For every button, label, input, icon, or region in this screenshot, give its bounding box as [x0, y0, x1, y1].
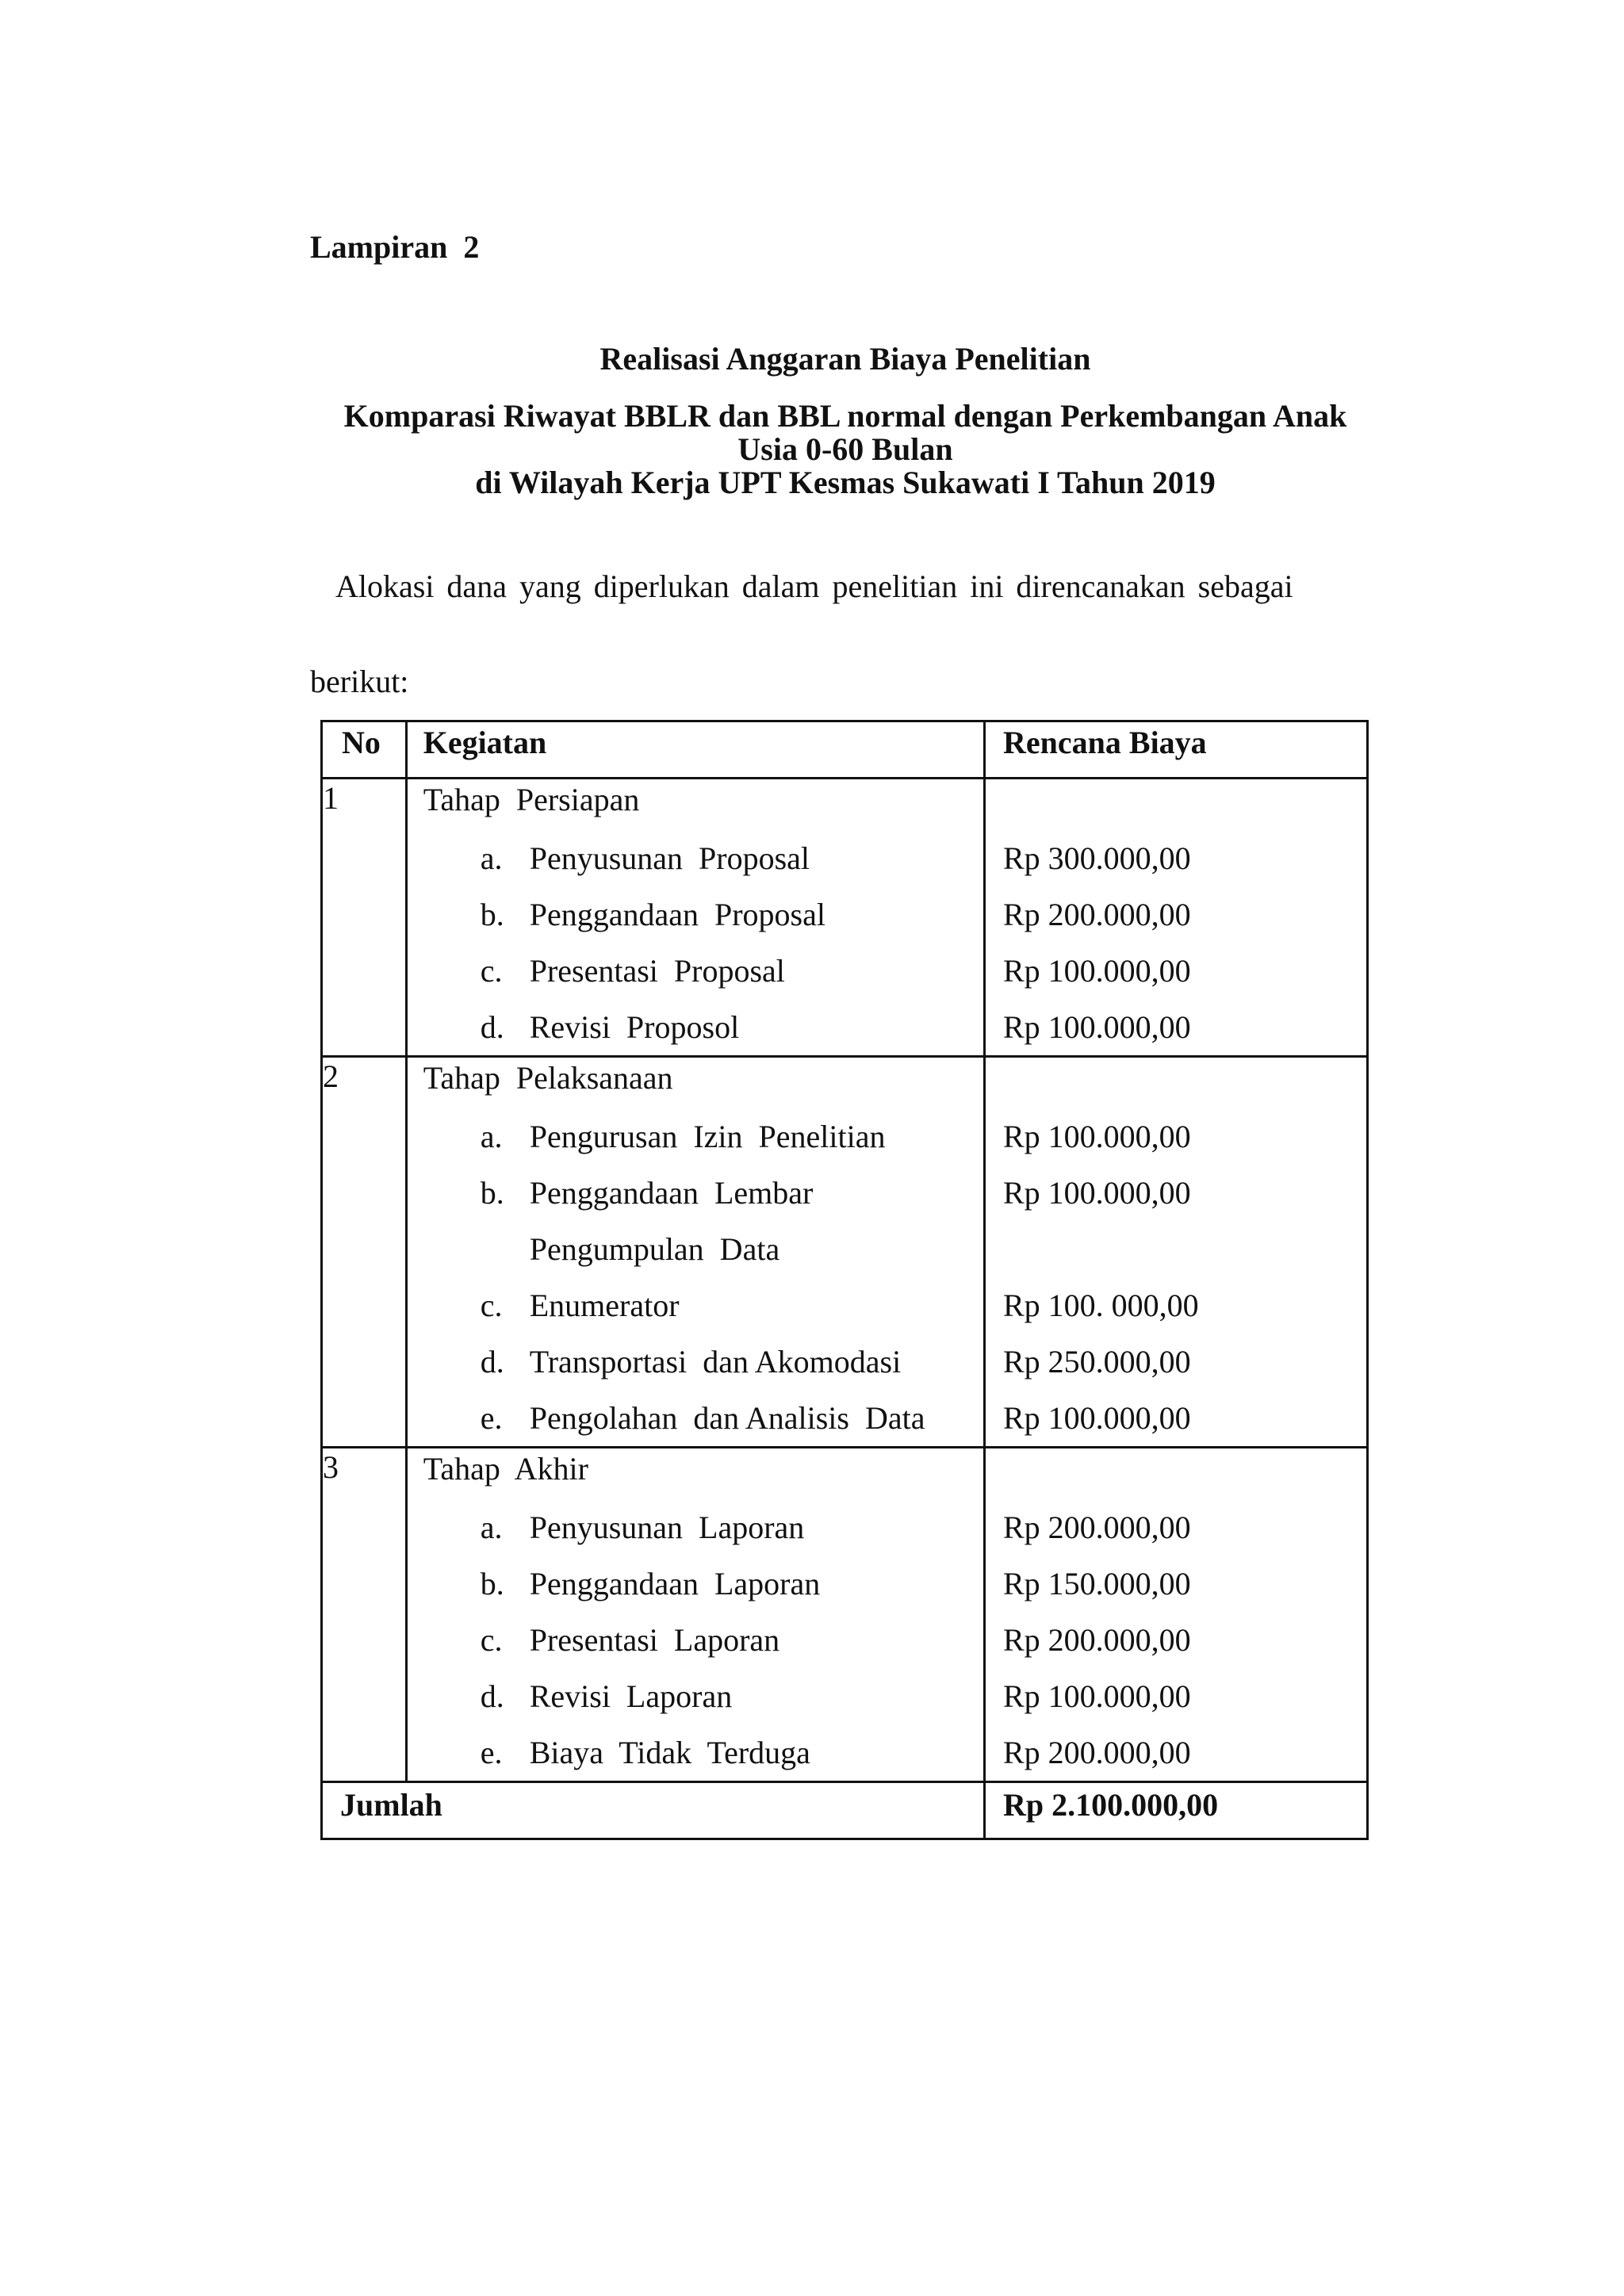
item-letter: e. — [480, 1735, 503, 1770]
document-subtitle — [310, 400, 1381, 499]
table-row — [322, 779, 1368, 1057]
item-cost: Rp 100.000,00 — [1003, 1119, 1191, 1154]
list-item — [408, 999, 983, 1055]
group-title: Tahap Persiapan — [423, 782, 640, 817]
item-cost: Rp 100.000,00 — [1003, 1175, 1191, 1211]
list-item — [408, 1108, 983, 1165]
biaya-cell — [985, 1057, 1368, 1448]
item-text: Pengurusan Izin Penelitian — [529, 1119, 886, 1154]
table-row — [322, 1057, 1368, 1448]
subtitle-line: di Wilayah Kerja UPT Kesmas Sukawati I Tahun 2019 — [475, 465, 1216, 500]
item-text: Penyusunan Laporan — [529, 1510, 805, 1545]
item-letter: c. — [480, 953, 503, 989]
item-text: Penggandaan Lembar — [529, 1175, 814, 1211]
list-item — [408, 1724, 983, 1781]
list-item — [408, 1221, 983, 1277]
item-text: Penyusunan Proposal — [529, 840, 810, 876]
item-cost: Rp 250.000,00 — [1003, 1344, 1191, 1380]
subtitle-line: Usia 0-60 Bulan — [737, 431, 953, 467]
item-letter: a. — [480, 840, 503, 876]
list-item — [408, 886, 983, 943]
total-label: Jumlah — [322, 1782, 985, 1839]
kegiatan-cell — [406, 1448, 984, 1782]
row-number: 3 — [322, 1448, 407, 1782]
list-item — [408, 1334, 983, 1390]
item-text: Penggandaan Laporan — [529, 1566, 821, 1601]
item-cost: Rp 200.000,00 — [1003, 1510, 1191, 1545]
group-title: Tahap Akhir — [423, 1451, 588, 1487]
list-item — [408, 943, 983, 999]
item-text: Enumerator — [529, 1288, 680, 1323]
budget-table — [320, 720, 1369, 1840]
item-cost: Rp 300.000,00 — [1003, 840, 1191, 876]
intro-paragraph — [310, 568, 1381, 701]
list-item — [408, 1277, 983, 1334]
item-text: Biaya Tidak Terduga — [529, 1735, 810, 1770]
item-text: Revisi Proposol — [529, 1009, 740, 1045]
subtitle-line: Komparasi Riwayat BBLR dan BBL normal dengan Perkembangan Anak — [343, 398, 1347, 434]
header-kegiatan: Kegiatan — [406, 721, 984, 779]
page-heading: Lampiran 2 — [310, 229, 480, 265]
item-cost: Rp 200.000,00 — [1003, 1622, 1191, 1658]
table-row — [322, 1448, 1368, 1782]
kegiatan-cell — [406, 779, 984, 1057]
item-letter: d. — [480, 1009, 504, 1045]
item-cost: Rp 150.000,00 — [1003, 1566, 1191, 1601]
item-cost — [986, 1221, 1366, 1277]
item-cost: Rp 200.000,00 — [1003, 897, 1191, 932]
biaya-cell — [985, 1448, 1368, 1782]
kegiatan-cell — [406, 1057, 984, 1448]
header-rencana-biaya: Rencana Biaya — [985, 721, 1368, 779]
cost-spacer — [986, 1058, 1366, 1108]
item-text: Penggandaan Proposal — [529, 897, 825, 932]
item-text: Revisi Laporan — [529, 1678, 733, 1714]
list-item — [408, 1499, 983, 1556]
item-letter — [481, 1221, 530, 1277]
item-cost: Rp 100. 000,00 — [1003, 1288, 1199, 1323]
row-number: 2 — [322, 1057, 407, 1448]
item-cost: Rp 100.000,00 — [1003, 1400, 1191, 1436]
intro-line: Alokasi dana yang diperlukan dalam penelitian ini direncanakan sebagai — [335, 568, 1293, 604]
item-text: Presentasi Proposal — [529, 953, 785, 989]
intro-line: berikut: — [310, 664, 409, 699]
item-text: Presentasi Laporan — [529, 1622, 780, 1658]
item-letter: c. — [480, 1288, 503, 1323]
list-item — [408, 1668, 983, 1724]
list-item — [408, 1612, 983, 1668]
item-cost: Rp 100.000,00 — [1003, 1009, 1191, 1045]
item-letter: b. — [480, 1175, 504, 1211]
item-cost: Rp 100.000,00 — [1003, 1678, 1191, 1714]
item-letter: b. — [480, 897, 504, 932]
item-letter: d. — [480, 1344, 504, 1380]
total-row — [322, 1782, 1368, 1839]
item-letter: b. — [480, 1566, 504, 1601]
item-cost: Rp 200.000,00 — [1003, 1735, 1191, 1770]
list-item — [408, 1390, 983, 1446]
item-text: Pengolahan dan Analisis Data — [529, 1400, 925, 1436]
item-cost: Rp 100.000,00 — [1003, 953, 1191, 989]
group-title: Tahap Pelaksanaan — [423, 1060, 673, 1096]
item-letter: d. — [480, 1678, 504, 1714]
item-letter: a. — [480, 1510, 503, 1545]
biaya-cell — [985, 779, 1368, 1057]
table-header-row — [322, 721, 1368, 779]
list-item — [408, 830, 983, 886]
item-letter: a. — [480, 1119, 503, 1154]
list-item — [408, 1556, 983, 1612]
item-text: Pengumpulan Data — [529, 1231, 780, 1267]
total-value: Rp 2.100.000,00 — [985, 1782, 1368, 1839]
item-letter: c. — [480, 1622, 503, 1658]
cost-spacer — [986, 779, 1366, 830]
row-number: 1 — [322, 779, 407, 1057]
document-title: Realisasi Anggaran Biaya Penelitian — [599, 341, 1091, 377]
item-letter: e. — [480, 1400, 503, 1436]
header-no: No — [322, 721, 407, 779]
cost-spacer — [986, 1448, 1366, 1499]
item-text: Transportasi dan Akomodasi — [529, 1344, 902, 1380]
list-item — [408, 1165, 983, 1221]
